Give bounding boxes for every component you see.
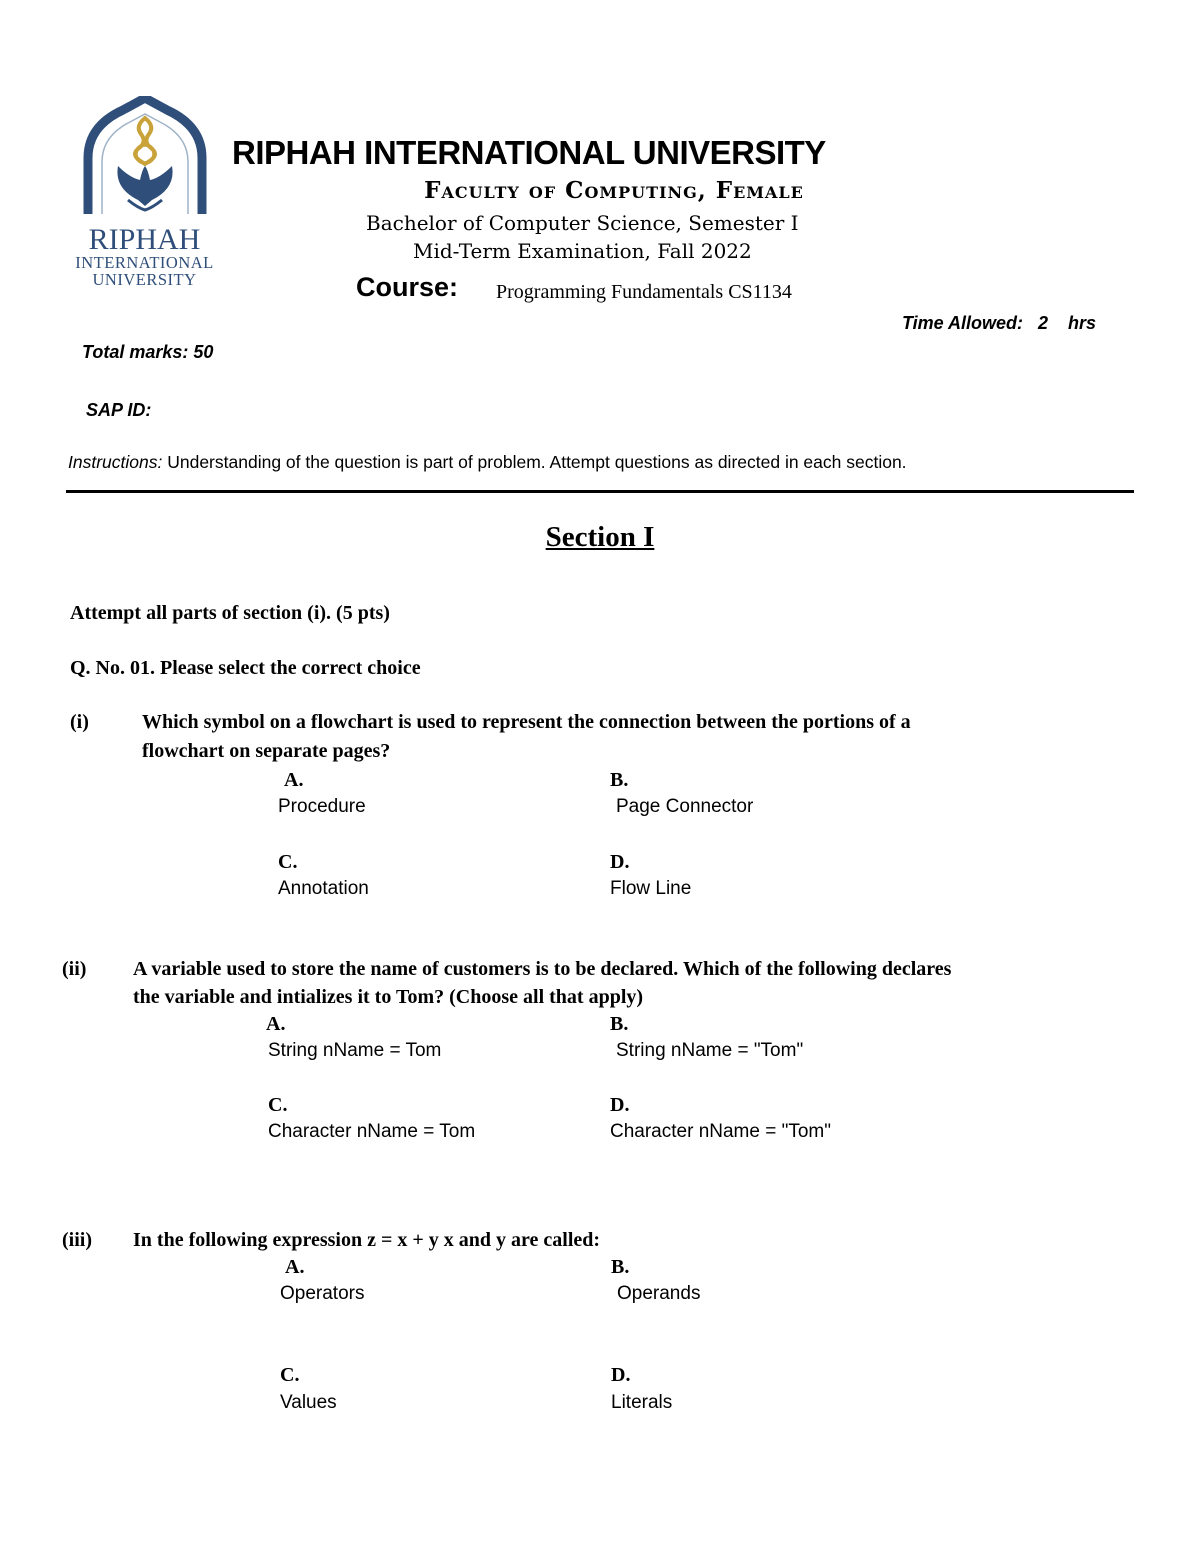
question-text: flowchart on separate pages? xyxy=(142,740,391,762)
time-allowed: Time Allowed: 2 hrs xyxy=(902,313,1097,333)
option-text: String nName = Tom xyxy=(268,1040,442,1061)
question-number: (iii) xyxy=(62,1229,92,1251)
logo-text-riphah: RIPHAH xyxy=(88,223,201,256)
option-label: A. xyxy=(266,1013,286,1035)
option-text: String nName = "Tom" xyxy=(616,1040,804,1061)
question-text: A variable used to store the name of customers is to be declared. Which of the following declares xyxy=(133,958,952,980)
question-text: In the following expression z = x + y x and y are called: xyxy=(133,1229,601,1251)
option-text: Flow Line xyxy=(610,878,692,899)
option-text: Annotation xyxy=(278,878,369,899)
sap-id-label: SAP ID: xyxy=(86,400,152,420)
section-title: Section I xyxy=(545,521,655,553)
option-text: Values xyxy=(280,1392,337,1413)
question-text: the variable and intializes it to Tom? (Choose all that apply) xyxy=(133,986,644,1008)
instructions xyxy=(68,452,907,473)
option-label: C. xyxy=(268,1094,288,1116)
option-label: D. xyxy=(611,1364,631,1386)
instructions-label: Instructions: xyxy=(68,452,163,472)
option-label: C. xyxy=(280,1364,300,1386)
option-label: C. xyxy=(278,851,298,873)
option-label: B. xyxy=(610,1013,629,1035)
option-text: Character nName = Tom xyxy=(268,1121,476,1142)
total-marks: Total marks: 50 xyxy=(82,342,214,362)
option-text: Literals xyxy=(611,1392,673,1413)
option-text: Character nName = "Tom" xyxy=(610,1121,831,1142)
option-text: Operators xyxy=(280,1283,365,1304)
exam-line: Mid-Term Examination, Fall 2022 xyxy=(413,239,752,263)
question-heading: Q. No. 01. Please select the correct choice xyxy=(70,657,421,679)
question-number: (ii) xyxy=(62,958,87,980)
logo-text-international: INTERNATIONAL xyxy=(75,253,214,272)
instructions-text: Understanding of the question is part of problem. Attempt questions as directed in each section. xyxy=(162,452,907,472)
section-attempt-note: Attempt all parts of section (i). (5 pts) xyxy=(70,602,390,624)
option-label: B. xyxy=(610,769,629,791)
course-name: Programming Fundamentals CS1134 xyxy=(496,281,792,303)
course-label: Course: xyxy=(356,272,459,302)
option-text: Page Connector xyxy=(616,796,754,817)
question-number: (i) xyxy=(70,711,89,733)
option-label: A. xyxy=(285,1256,305,1278)
university-title: RIPHAH INTERNATIONAL UNIVERSITY xyxy=(232,134,826,171)
logo-text-university: UNIVERSITY xyxy=(92,270,197,289)
option-label: A. xyxy=(284,769,304,791)
program-line: Bachelor of Computer Science, Semester I xyxy=(366,211,799,235)
option-text: Operands xyxy=(617,1283,701,1304)
header-divider xyxy=(66,490,1134,493)
option-label: B. xyxy=(611,1256,630,1278)
faculty-name: Faculty of Computing, Female xyxy=(424,177,804,204)
question-text: Which symbol on a flowchart is used to represent the connection between the portions of a xyxy=(142,711,911,733)
option-text: Procedure xyxy=(278,796,366,817)
option-label: D. xyxy=(610,851,630,873)
option-label: D. xyxy=(610,1094,630,1116)
